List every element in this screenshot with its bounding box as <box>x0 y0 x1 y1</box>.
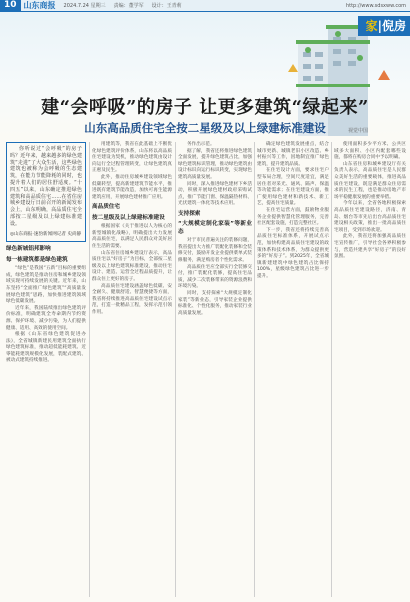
body-paragraph: 用建筑等，我省在此基础上不断优化绿色建筑评价体系，山东将以高品质住宅建设为契机，推动绿色建筑由设计向运行全过程管理转变，让绿色建筑真正惠及民生。 <box>92 142 172 174</box>
photo-credit: 视觉中国 <box>348 128 369 134</box>
column-divider <box>175 142 176 597</box>
body-paragraph: 据了解，我省还将推进绿色建筑全面发展，提升绿色建筑占比，加强绿色建筑标识管理，推动绿色建筑由设计标识向运行标识转变，实现绿色建筑高质量发展。 <box>178 148 252 180</box>
column-divider <box>331 142 332 597</box>
article-column-4 <box>257 142 329 280</box>
reporter-credit: ◎山东商报·速豹新闻网记者 史尚静 <box>10 231 82 237</box>
section-heading: 支持探索 <box>178 210 201 217</box>
body-paragraph: 此外，我省还将加强高品质住宅宣传推广，引导社会各界积极参与，营造共建共享“好房子”的良好氛围。 <box>334 234 406 260</box>
column-divider <box>254 142 255 597</box>
lead-summary-box <box>6 142 86 242</box>
section-heading: 高品质住宅 <box>92 204 120 211</box>
body-paragraph: 山东省住房城乡建设厅表示，高品质住宅以“好房子”为目标，全部按二星级及以上绿色建筑标准建设，推动住宅设计、建造、运营全过程品质提升，让群众住上更好的房子。 <box>92 250 172 282</box>
body-paragraph: 近年来，我国陆续推出绿色建筑评价标准，明确建筑全寿命期内节约资源、保护环境、减少污染，为人们提供健康、适用、高效的使用空间。 <box>6 305 86 331</box>
body-paragraph: 高品质住宅应全部实行全装修交付，推广装配化装修，提高住宅品质，减少二次装修带来的资源浪费和环境污染。 <box>178 264 252 290</box>
subheadline: 山东高品质住宅全按二星级及以上绿建标准建设 <box>84 121 326 135</box>
column-body <box>6 246 86 365</box>
page-header <box>0 0 410 12</box>
page-number: 10 <box>0 0 21 11</box>
section-heading: 每一栋建筑都是绿色建筑 <box>6 256 68 263</box>
body-paragraph: 同时，深入推进绿色建材下乡活动，积极开展绿色建材政府采购试点，推广节能门窗、保温隔热材料、光伏建筑一体化等技术应用。 <box>178 181 252 207</box>
body-paragraph: 下一步，我省还将持续完善高品质住宅标准体系，开展试点示范，加快构建高品质住宅建设的政策体系和技术体系，为群众提供更多的“好房子”。到2025年，全省城镇新建建筑中绿色建筑占比保持100%，星级绿色建筑占比进一步提升。 <box>257 227 329 279</box>
body-paragraph: 此外，推动住房城乡建设领域绿色低碳转型，提高新建建筑节能水平，推进既有建筑节能改造，加快可再生能源建筑应用，开展绿色建材推广应用。 <box>92 174 172 200</box>
body-paragraph: 务作出示范。 <box>187 142 215 147</box>
body-paragraph: 今年以来，全省各地积极探索高品质住宅建设路径，济南、青岛、烟台等市先后出台高品质住宅建设相关政策，推出一批高品质住宅项目，受到市场欢迎。 <box>334 201 406 233</box>
article-column-1 <box>6 142 86 365</box>
body-paragraph: 同时，支持探索“大规模定制化家装”等新业态，引导家装企业提供标准化、个性化服务，推动家装行业高质量发展。 <box>178 290 252 316</box>
body-paragraph: 根据《山东省绿色建筑促进办法》，全省城镇新建民用建筑全面执行绿色建筑标准，推动超低能耗建筑、近零能耗建筑规模化发展，装配式建筑、被动式建筑持续推进。 <box>6 332 86 364</box>
body-paragraph: “绿色”是我国“五新”目标的重要组成，绿色建筑是推动住房和城乡建设领域实现可持续发展的关键。近年来，山东坚持“全面推广绿色建筑”“高质量发展绿色建筑”思路，加快推进建筑领域绿色低碳发展。 <box>6 266 86 305</box>
body-paragraph: 确定绿色建筑发展重点，结合城市更新、城镇老旧小区改造、乡村振兴等工作，因地制宜推广绿色建筑，提升建筑品质。 <box>257 142 329 167</box>
article-column-2 <box>92 142 172 316</box>
section-heading: 绿色新城铝邦影响 <box>6 246 51 253</box>
section-heading: 按二星级及以上绿建标准建设 <box>92 214 165 221</box>
body-paragraph: 山东省住房和城乡建设厅有关负责人表示，高品质住宅是人民群众美好生活的重要载体，推进高品质住宅建设，既是满足群众住房需求的民生工程，也是推动房地产市场平稳健康发展的重要举措。 <box>334 161 406 200</box>
body-paragraph: 高品质住宅建设涵盖绿色低碳、安全耐久、健康舒适、智慧便捷等方面，我省将持续推进高品质住宅建设试点示范，打造一批精品工程，发挥示范引领作用。 <box>92 283 172 315</box>
newspaper-name: 山东商报 <box>23 1 56 10</box>
section-heading: “大规模定制化家装”等新业态 <box>178 221 252 235</box>
section-tag-sub: |倪房 <box>377 19 406 33</box>
headline: 建“会呼吸”的房子 让更多建筑“绿起来” <box>41 97 369 118</box>
lead-summary-text: 你听说过“会呼吸”的房子吗？近年来，越来越多的绿色建筑“走进”了大众生活，这些绿色建筑也被称为会呼吸的生态建筑，在能力节能降耗的同时，也提升着人们的居住舒适度。“十四五”以来，山东确定推进绿色建筑和高品质住宅……在省住房城乡建设厅日前召开的新闻发布会上，山东明确，高品质住宅全部按二星级及以上绿建标准建设。 <box>10 146 82 227</box>
body-paragraph: 根据国家《关于推进以人为核心的新型城镇化战略》，明确提出大力发展高品质住宅，以满足人民群众对美好居住生活的需要。 <box>92 224 172 249</box>
article-column-3 <box>178 142 252 317</box>
body-paragraph: 在住宅设计方面，要求住宅户型布局合理，空间尺度适宜，满足居住者对采光、通风、隔声、保温等功能需求；在住宅建设方面，推广使用绿色建材和新技术、新工艺，提高住宅质量。 <box>257 168 329 207</box>
section-tag-main: 家 <box>365 19 378 33</box>
article-column-5 <box>334 142 406 261</box>
body-paragraph: 在住宅运营方面，鼓励物业服务企业提供智慧化管理服务，完善社区配套设施，打造完整社区。 <box>257 207 329 227</box>
editor-credit: 责编：董学军 <box>113 3 144 9</box>
body-paragraph: 对于市民普遍关注的装修问题，我省提出大力推广装配化装修和全装修交付，鼓励开发企业提供菜单式装修服务，满足购房者个性化需求。 <box>178 238 252 263</box>
column-divider <box>89 142 90 597</box>
section-tag <box>358 16 410 36</box>
design-credit: 设计：王青莉 <box>151 3 182 9</box>
issue-date: 2024.7.24 星期三 <box>63 3 106 9</box>
body-paragraph: 使用面积多少平方米、公共区域多大面积、小区内配套哪些设施，都将在购房合同中予以明确。 <box>334 142 406 161</box>
site-url: http://www.sdsxww.com <box>345 2 406 9</box>
